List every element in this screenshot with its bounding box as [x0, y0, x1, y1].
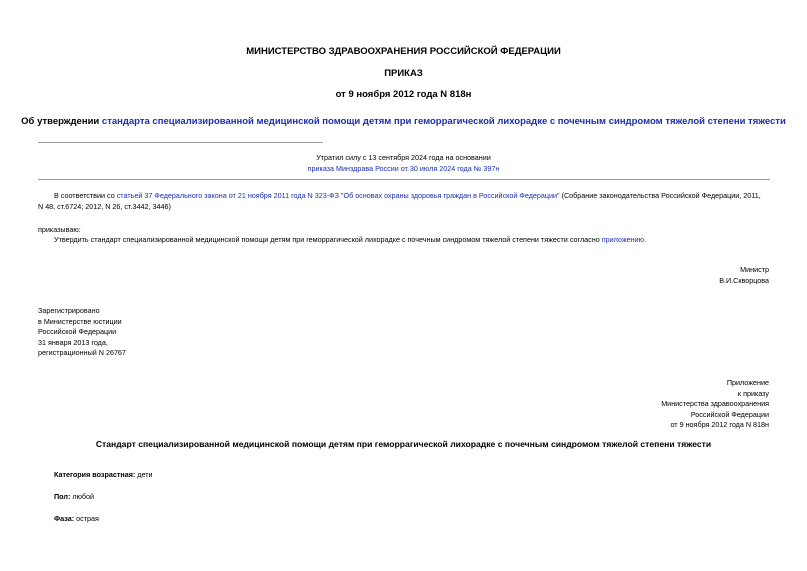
signature-position: Министр [740, 265, 769, 274]
order-text-end: . [644, 235, 646, 244]
appendix-line: Российской Федерации [690, 409, 769, 419]
preamble-law-link[interactable]: статьей 37 Федерального закона от 21 ноября 2011 года N 323-ФЗ "Об основах охраны здоровья граждан в Российской Федерации" [116, 191, 560, 200]
field-age-category [54, 470, 153, 481]
registration-line: Зарегистрировано [38, 306, 100, 315]
registration-line: 31 января 2013 года, [38, 337, 108, 347]
appendix-line: от 9 ноября 2012 года N 818н [670, 420, 769, 429]
signature-block [570, 265, 769, 286]
appendix-line: Приложение [726, 378, 769, 387]
field-label: Фаза: [54, 514, 75, 523]
doc-title-link[interactable]: стандарта специализированной медицинской помощи детям при геморрагической лихорадке с почечным синдромом тяжелой степени тяжести [101, 116, 786, 127]
appendix-line: Министерства здравоохранения [661, 399, 769, 408]
standard-title: Стандарт специализированной медицинской помощи детям при геморрагической лихорадке с почечным синдромом тяжелой степени тяжести [95, 439, 712, 449]
field-value: любой [70, 492, 95, 501]
appendix-line: к приказу [737, 388, 769, 398]
preamble-line2: N 48, ст.6724; 2012, N 26, ст.3442, 3446) [38, 201, 171, 211]
appendix-link[interactable]: приложению [601, 235, 644, 244]
registration-line: Российской Федерации [38, 327, 117, 336]
field-value: острая [74, 514, 99, 523]
separator-bottom [38, 179, 770, 180]
preamble-prefix: В соответствии со [54, 191, 117, 200]
field-value: дети [135, 470, 153, 479]
order-text-body: Утвердить стандарт специализированной медицинской помощи детям при геморрагической лихорадке с почечным синдромом тяжелой степени тяжести согласно [54, 235, 602, 244]
preamble-suffix: (Собрание законодательства Российской Федерации, 2011, [559, 191, 761, 200]
registration-line: в Министерстве юстиции [38, 316, 122, 326]
registration-block [38, 306, 126, 359]
signature-name: В.И.Скворцова [719, 275, 769, 285]
field-label: Категория возрастная: [54, 470, 136, 479]
ministry-heading: МИНИСТЕРСТВО ЗДРАВООХРАНЕНИЯ РОССИЙСКОЙ ФЕДЕРАЦИИ [246, 46, 561, 57]
appendix-block [570, 378, 769, 431]
doc-date-number: от 9 ноября 2012 года N 818н [335, 89, 472, 100]
status-text: Утратил силу с 13 сентября 2024 года на основании [316, 153, 491, 162]
order-text [54, 235, 646, 246]
doc-type-heading: ПРИКАЗ [384, 68, 423, 79]
order-label: приказываю: [38, 225, 81, 234]
field-phase [54, 514, 99, 525]
doc-title-prefix: Об утверждении [21, 116, 102, 127]
status-note [0, 153, 807, 174]
preamble-line1 [38, 191, 773, 202]
separator-top [38, 142, 323, 143]
doc-title [0, 116, 807, 127]
status-link[interactable]: приказа Минздрава России от 30 июля 2024 года № 397н [307, 163, 500, 173]
preamble [38, 191, 773, 212]
field-sex [54, 492, 94, 503]
registration-line: регистрационный N 26767 [38, 348, 126, 357]
field-label: Пол: [54, 492, 71, 501]
